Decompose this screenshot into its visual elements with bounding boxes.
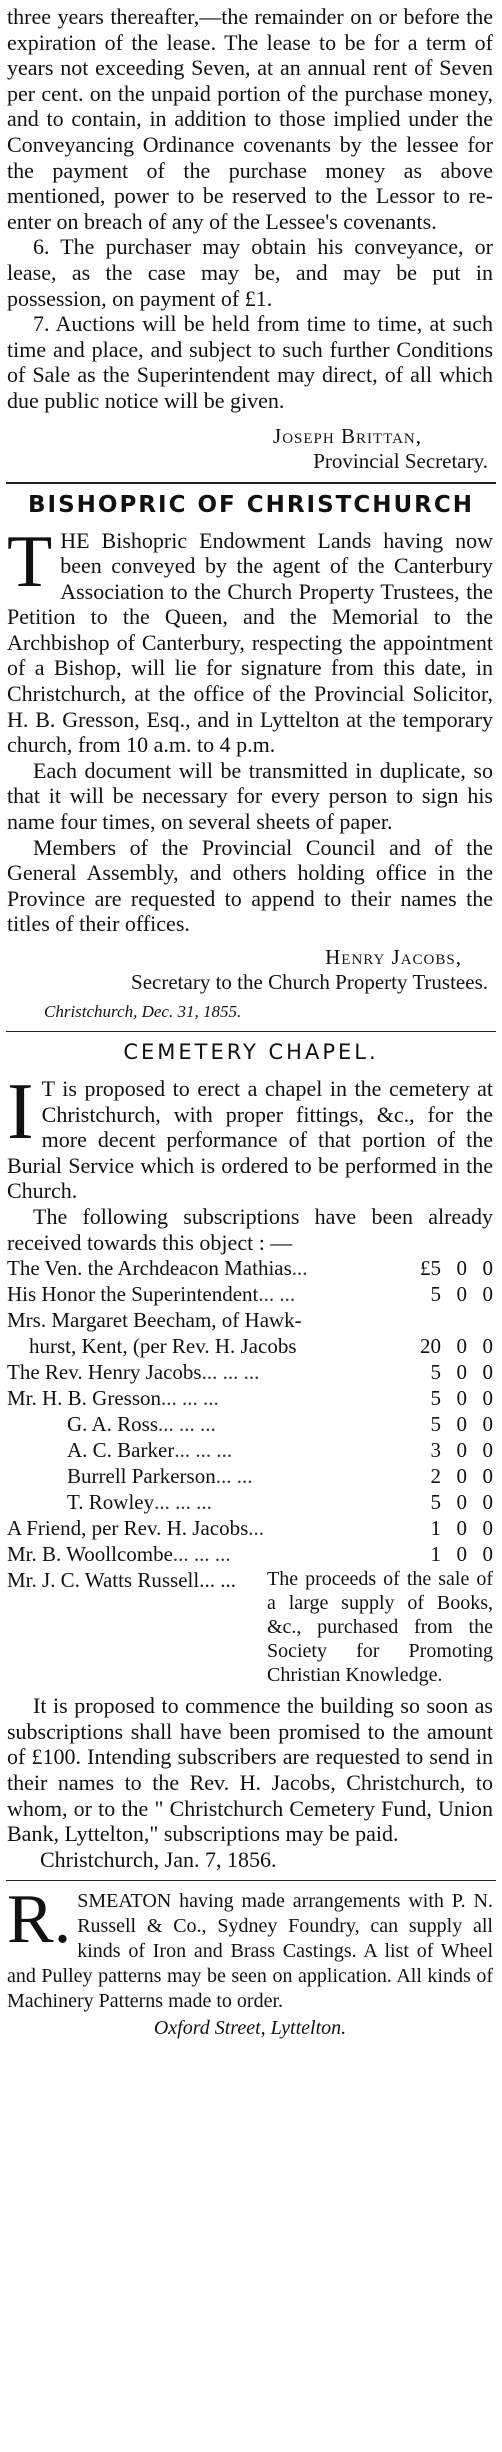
section-divider bbox=[6, 1880, 496, 1881]
bishopric-paragraph-1-text: HE Bishopric Endowment Lands having now been conveyed by the agent of the Canterbury Association to the Church Property Trustees, the Petition to the Queen, and the Memorial to the Archbishop of Canterbury, respecting the appointment of a Bishop, will lie for signature from this date, in Christchurch, at the office of the Provincial Solicitor, H. B. Gresson, Esq., and in Lyttelton at the temporary church, from 10 a.m. to 4 p.m. bbox=[7, 527, 493, 758]
amount-pence: 0 bbox=[482, 1386, 493, 1411]
leader-dots: ... ... bbox=[258, 1282, 296, 1307]
amount-pounds: 3 bbox=[430, 1438, 441, 1463]
amount-pounds: 5 bbox=[430, 1282, 441, 1307]
subscription-row bbox=[7, 1515, 493, 1541]
subscription-row bbox=[7, 1307, 493, 1333]
bishopric-signatory-name: Henry Jacobs, bbox=[325, 945, 462, 969]
last-subscriber-name: Mr. J. C. Watts Russell... ... bbox=[7, 1568, 236, 1593]
leader-dots: ... ... ... bbox=[158, 1412, 216, 1437]
amount-shillings: 0 bbox=[456, 1256, 467, 1281]
subscriptions-intro: The following subscriptions have been already received towards this object : — bbox=[7, 1203, 493, 1255]
leader-dots: ... ... ... bbox=[161, 1386, 219, 1411]
cemetery-dateline: Christchurch, Jan. 7, 1856. bbox=[40, 1846, 277, 1872]
amount-pence: 0 bbox=[482, 1490, 493, 1515]
bishopric-heading: BISHOPRIC OF CHRISTCHURCH bbox=[27, 491, 475, 518]
subscriber-name: Mr. B. Woollcombe bbox=[7, 1542, 173, 1567]
signatory-title: Provincial Secretary. bbox=[313, 448, 488, 473]
bishopric-signatory-title: Secretary to the Church Property Trustees. bbox=[131, 970, 488, 994]
section-divider bbox=[6, 482, 496, 484]
condition-7-paragraph: 7. Auctions will be held from time to time, at such time and place, and subject to such further Conditions of Sale as the Superintendent may direct, of all which due public notice will be given. bbox=[7, 311, 493, 413]
leader-dots: ... bbox=[248, 1516, 265, 1541]
bishopric-paragraph-2: Each document will be transmitted in duplicate, so that it will be necessary for every person to sign his name four times, on several sheets of paper. bbox=[7, 757, 493, 835]
subscription-row bbox=[7, 1541, 493, 1567]
subscription-row bbox=[7, 1281, 493, 1307]
subscription-row bbox=[7, 1463, 493, 1489]
sale-conditions-paragraph: three years thereafter,—the remainder on or before the expiration of the lease. The lease to be for a term of years not exceeding Seven, at an annual rent of Seven per cent. on the unpaid portion of the purchase money, and to contain, in addition to those implied under the Conveyancing Ordinance covenants by the lessee for the payment of the purchase money as above mentioned, power to be reserved to the Lessor to re-enter on breach of any of the Lessee's covenants. bbox=[7, 4, 493, 234]
sale-conditions-section bbox=[0, 0, 502, 474]
amount-pence: 0 bbox=[482, 1516, 493, 1541]
leader-dots: ... bbox=[291, 1256, 308, 1281]
subscriber-name: T. Rowley bbox=[67, 1490, 155, 1515]
cemetery-dropcap: I bbox=[7, 1068, 34, 1156]
smeaton-advert bbox=[0, 1881, 502, 2041]
advert-text: SMEATON having made arrangements with P. N. Russell & Co., Sydney Foundry, can supply all kinds of Iron and Brass Castings. A list of Wheel and Pulley patterns may be seen on application. All kinds of Machinery Patterns made to order. bbox=[7, 1890, 493, 2013]
cemetery-heading: CEMETERY CHAPEL. bbox=[123, 1040, 379, 1064]
cemetery-paragraph-1-text: T is proposed to erect a chapel in the cemetery at Christchurch, with proper fittings, &c., for the more decent performance of that portion of the Burial Service which is ordered to be performed in the Church. bbox=[7, 1076, 493, 1204]
amount-pounds: 5 bbox=[430, 1360, 441, 1385]
amount-pence: 0 bbox=[482, 1438, 493, 1463]
amount-pence: 0 bbox=[482, 1412, 493, 1437]
leader-dots: ... ... bbox=[215, 1464, 253, 1489]
advert-address: Oxford Street, Lyttelton. bbox=[153, 2017, 347, 2040]
subscription-row bbox=[7, 1385, 493, 1411]
leader-dots: ... ... ... bbox=[174, 1438, 233, 1463]
subscriber-name: The Rev. Henry Jacobs bbox=[7, 1360, 202, 1385]
amount-shillings: 0 bbox=[456, 1360, 467, 1385]
amount-shillings: 0 bbox=[456, 1542, 467, 1567]
subscription-row bbox=[7, 1489, 493, 1515]
section-divider bbox=[6, 1031, 496, 1032]
subscriber-name: Burrell Parkerson bbox=[67, 1464, 216, 1489]
bishopric-paragraph-3: Members of the Provincial Council and of the General Assembly, and others holding office in the Province are requested to append to their names the titles of their offices. bbox=[7, 834, 493, 937]
amount-pence: 0 bbox=[482, 1256, 493, 1281]
subscription-row bbox=[7, 1359, 493, 1385]
amount-pounds: 5 bbox=[430, 1386, 441, 1411]
last-subscriber-note: The proceeds of the sale of a large supply of Books, &c., purchased from the Society for Promoting Christian Knowledge. bbox=[267, 1568, 493, 1687]
cemetery-paragraph-2: It is proposed to commence the building so soon as subscriptions shall have been promised to the amount of £100. Intending subscribers are requested to send in their names to the Rev. H. Jacobs, Christchurch, to whom, or to the " Christchurch Cemetery Fund, Union Bank, Lyttelton," subscriptions may be paid. bbox=[7, 1693, 493, 1847]
amount-pounds: 1 bbox=[430, 1542, 441, 1567]
leader-dots: ... ... ... bbox=[172, 1542, 231, 1567]
subscriptions-list bbox=[0, 1255, 502, 1567]
amount-shillings: 0 bbox=[456, 1282, 467, 1307]
cemetery-paragraph-1 bbox=[0, 1068, 502, 1204]
amount-pounds: 1 bbox=[430, 1516, 441, 1541]
amount-shillings: 0 bbox=[456, 1386, 467, 1411]
amount-shillings: 0 bbox=[456, 1438, 467, 1463]
amount-pence: 0 bbox=[482, 1360, 493, 1385]
amount-pence: 0 bbox=[482, 1282, 493, 1307]
condition-6-paragraph: 6. The purchaser may obtain his conveyance, or lease, as the case may be, and may be put in possession, on payment of £1. bbox=[7, 234, 493, 311]
subscriber-name: Mr. H. B. Gresson bbox=[7, 1386, 162, 1411]
bishopric-dropcap: T bbox=[7, 520, 53, 603]
amount-pounds: 20 bbox=[420, 1334, 441, 1359]
amount-pounds: 2 bbox=[430, 1464, 441, 1489]
subscriber-name: A Friend, per Rev. H. Jacobs bbox=[7, 1516, 249, 1541]
amount-pence: 0 bbox=[482, 1542, 493, 1567]
amount-shillings: 0 bbox=[456, 1516, 467, 1541]
subscriber-name: Mrs. Margaret Beecham, of Hawk- bbox=[7, 1308, 302, 1333]
cemetery-chapel-notice bbox=[0, 1040, 502, 1872]
amount-pence: 0 bbox=[482, 1464, 493, 1489]
amount-shillings: 0 bbox=[456, 1412, 467, 1437]
amount-shillings: 0 bbox=[456, 1334, 467, 1359]
subscription-row bbox=[7, 1255, 493, 1281]
subscriber-name: His Honor the Superintendent bbox=[7, 1282, 259, 1307]
signatory-name: Joseph Brittan, bbox=[273, 423, 422, 448]
subscription-row bbox=[7, 1437, 493, 1463]
last-subscriber-row bbox=[0, 1567, 502, 1687]
amount-pounds: 5 bbox=[430, 1490, 441, 1515]
subscriber-name: The Ven. the Archdeacon Mathias bbox=[7, 1256, 292, 1281]
subscriber-name: A. C. Barker bbox=[67, 1438, 175, 1463]
bishopric-dateline: Christchurch, Dec. 31, 1855. bbox=[44, 1002, 242, 1021]
bishopric-notice bbox=[0, 492, 502, 1024]
subscription-row bbox=[7, 1333, 493, 1359]
leader-dots: ... ... ... bbox=[154, 1490, 212, 1515]
amount-shillings: 0 bbox=[456, 1464, 467, 1489]
subscription-row bbox=[7, 1411, 493, 1437]
amount-pounds: £5 bbox=[420, 1256, 441, 1281]
advert-dropcap: R. bbox=[7, 1881, 72, 1959]
leader-dots: ... ... ... bbox=[201, 1360, 260, 1385]
bishopric-paragraph-1 bbox=[0, 520, 502, 758]
amount-pounds: 5 bbox=[430, 1412, 441, 1437]
amount-pence: 0 bbox=[482, 1334, 493, 1359]
subscriber-name: hurst, Kent, (per Rev. H. Jacobs bbox=[29, 1334, 297, 1359]
subscriber-name: G. A. Ross bbox=[67, 1412, 159, 1437]
amount-shillings: 0 bbox=[456, 1490, 467, 1515]
